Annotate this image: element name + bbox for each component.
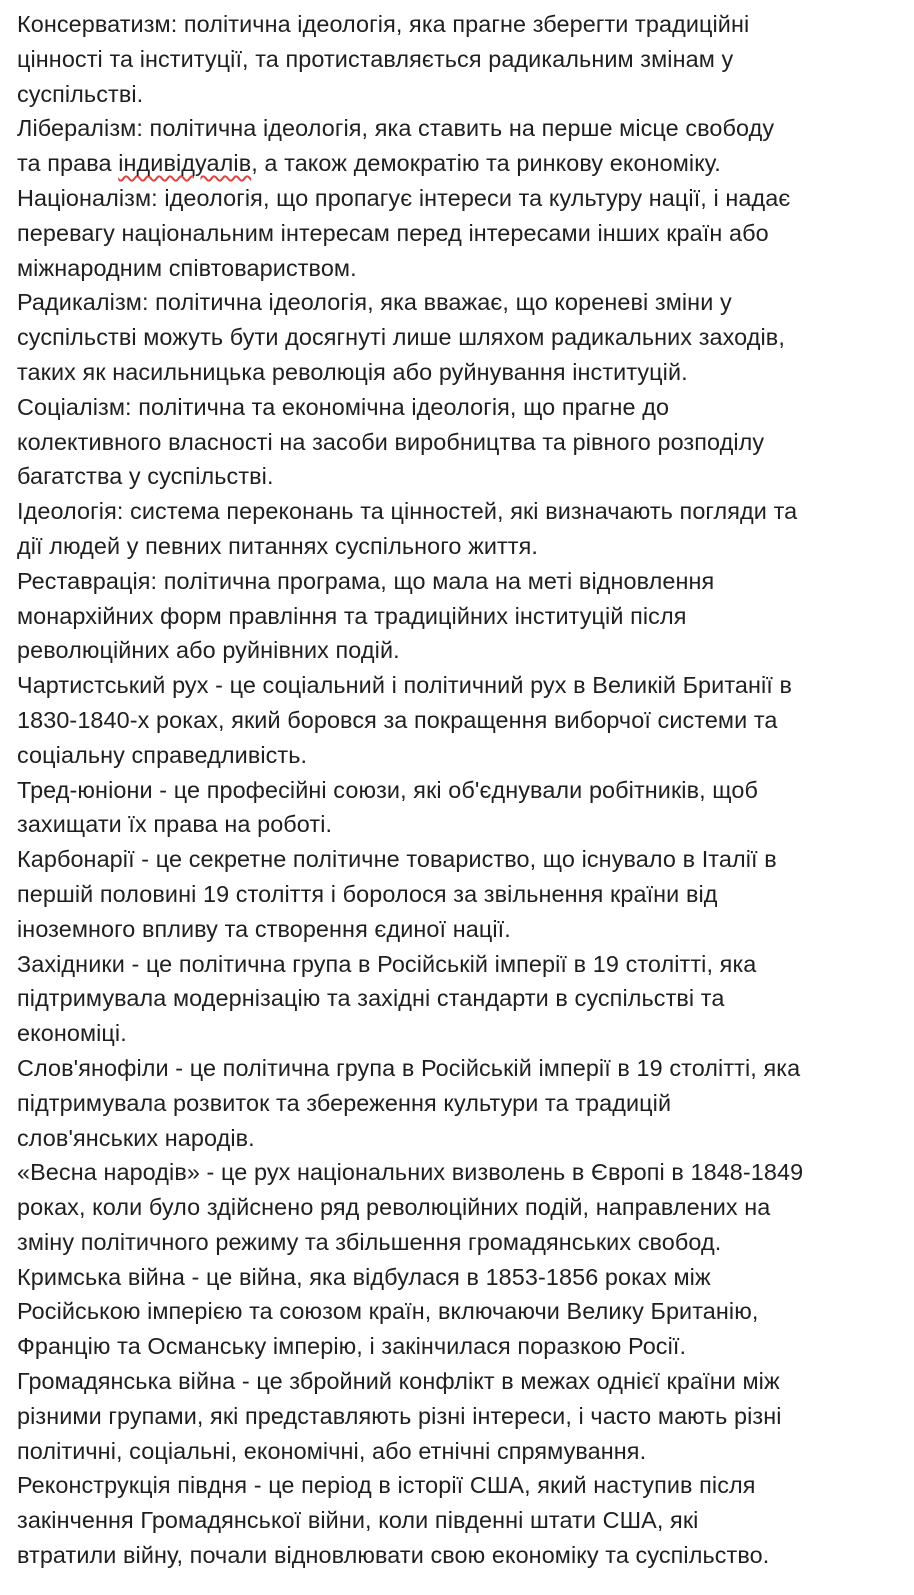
text-line: підтримувала модернізацію та західні стандарти в суспільстві та bbox=[17, 985, 725, 1012]
text-line bbox=[17, 146, 897, 181]
text-line: підтримувала розвиток та збереження культури та традицій bbox=[17, 1089, 672, 1116]
text-line: роках, коли було здійснено ряд революційних подій, направлених на bbox=[17, 1194, 771, 1221]
text-line: Реставрація: політична програма, що мала на меті відновлення bbox=[17, 567, 715, 594]
text-line: дії людей у певних питаннях суспільного життя. bbox=[17, 532, 538, 559]
text-line: колективного власності на засоби виробництва та рівного розподілу bbox=[17, 428, 765, 455]
text-line: 1830-1840-х роках, який боровся за покращення виборчої системи та bbox=[17, 706, 778, 733]
text-line: перевагу національним інтересам перед інтересами інших країн або bbox=[17, 219, 769, 246]
text-line: суспільстві можуть бути досягнуті лише шляхом радикальних заходів, bbox=[17, 324, 785, 351]
text-segment: , а також демократію та ринкову економіку. bbox=[251, 150, 721, 177]
text-line: Чартистський рух - це соціальний і політичний рух в Великій Британії в bbox=[17, 672, 793, 699]
text-line: зміну політичного режиму та збільшення громадянських свобод. bbox=[17, 1228, 722, 1255]
text-line: Францію та Османську імперію, і закінчилася поразкою Росії. bbox=[17, 1333, 687, 1360]
text-line: Російською імперією та союзом країн, включаючи Велику Британію, bbox=[17, 1298, 759, 1325]
text-line: Ідеологія: система переконань та цінностей, які визначають погляди та bbox=[17, 498, 798, 525]
text-line: Карбонарії - це секретне політичне товариство, що існувало в Італії в bbox=[17, 846, 777, 873]
text-line: економіці. bbox=[17, 1020, 127, 1047]
text-line: Лібералізм: політична ідеологія, яка ставить на перше місце свободу bbox=[17, 115, 775, 142]
text-line: різними групами, які представляють різні інтереси, і часто мають різні bbox=[17, 1402, 782, 1429]
text-line: першій половині 19 століття і боролося за звільнення країни від bbox=[17, 880, 718, 907]
text-line: багатства у суспільстві. bbox=[17, 463, 274, 490]
text-line: революційних або руйнівних подій. bbox=[17, 637, 400, 664]
text-line: слов'янських народів. bbox=[17, 1124, 255, 1151]
text-line: іноземного впливу та створення єдиної нації. bbox=[17, 915, 511, 942]
text-line: Націоналізм: ідеологія, що пропагує інтереси та культуру нації, і надає bbox=[17, 184, 791, 211]
text-segment: та права bbox=[17, 150, 119, 177]
spellcheck-flagged-word: індивідуалів bbox=[118, 150, 252, 177]
text-line: Слов'янофіли - це політична група в Російській імперії в 19 столітті, яка bbox=[17, 1054, 801, 1081]
text-line: політичні, соціальні, економічні, або етнічні спрямування. bbox=[17, 1437, 647, 1464]
text-line: втратили війну, почали відновлювати свою економіку та суспільство. bbox=[17, 1542, 770, 1569]
text-line: Кримська війна - це війна, яка відбулася в 1853-1856 роках між bbox=[17, 1263, 711, 1290]
text-line: «Весна народів» - це рух національних визволень в Європі в 1848-1849 bbox=[17, 1159, 804, 1186]
text-line: Консерватизм: політична ідеологія, яка прагне зберегти традиційні bbox=[17, 11, 750, 37]
text-line: Радикалізм: політична ідеологія, яка вважає, що кореневі зміни у bbox=[17, 289, 732, 316]
text-line: Західники - це політична група в Російській імперії в 19 столітті, яка bbox=[17, 950, 757, 977]
text-line: Тред-юніони - це професійні союзи, які об'єднували робітників, щоб bbox=[17, 776, 758, 803]
text-line: суспільстві. bbox=[17, 80, 144, 107]
text-line: міжнародним співтовариством. bbox=[17, 254, 357, 281]
text-line: Соціалізм: політична та економічна ідеологія, що прагне до bbox=[17, 393, 670, 420]
text-line: закінчення Громадянської війни, коли південні штати США, які bbox=[17, 1507, 699, 1534]
text-line: захищати їх права на роботі. bbox=[17, 811, 333, 838]
text-line: Громадянська війна - це збройний конфлікт в межах однієї країни між bbox=[17, 1368, 780, 1395]
text-line: таких як насильницька революція або руйнування інституцій. bbox=[17, 358, 688, 385]
text-line: соціальну справедливість. bbox=[17, 741, 308, 768]
text-line: монархійних форм правління та традиційних інституцій після bbox=[17, 602, 687, 629]
text-body bbox=[17, 7, 897, 1573]
text-line: цінності та інституції, та протиставляється радикальним змінам у bbox=[17, 45, 734, 72]
text-line: Реконструкція півдня - це період в історії США, який наступив після bbox=[17, 1472, 756, 1499]
